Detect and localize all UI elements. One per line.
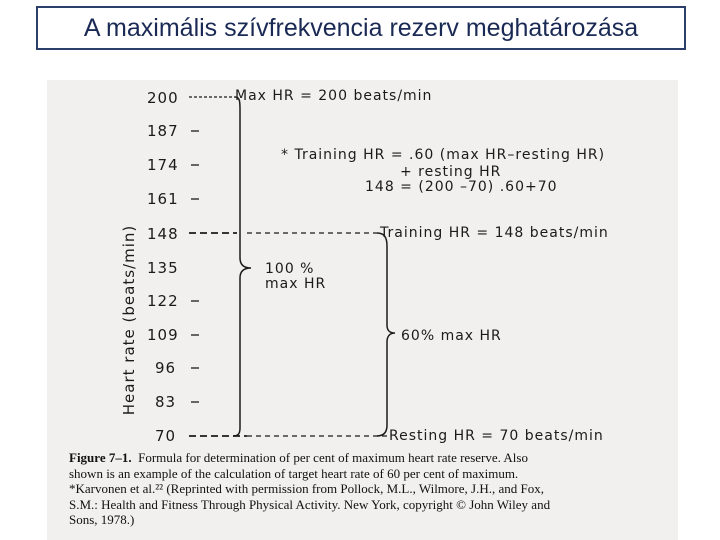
formula-line-1: * Training HR = .60 (max HR–resting HR) <box>281 147 606 163</box>
y-axis-label: Heart rate (beats/min) <box>120 224 138 416</box>
y-tick-labels <box>147 89 179 445</box>
max-hr-label: Max HR = 200 beats/min <box>235 88 433 104</box>
figure-image <box>47 80 678 540</box>
slide-title-box <box>36 6 686 50</box>
caption-line: S.M.: Health and Fitness Through Physical Activity. New York, copyright © John Wiley and <box>69 496 551 512</box>
y-tick-label: 187 <box>147 122 179 140</box>
brace-100-percent <box>233 97 251 436</box>
y-tick-label: 148 <box>147 225 179 243</box>
caption-line: *Karvonen et al.²² (Reprinted with permission from Pollock, M.L., Wilmore, J.H., and Fox, <box>69 481 544 496</box>
caption-line: Sons, 1978.) <box>69 512 135 527</box>
y-tick-marks <box>191 131 199 402</box>
figure-caption <box>69 450 659 528</box>
y-tick-label: 174 <box>147 156 179 174</box>
y-tick-label: 200 <box>147 89 179 107</box>
resting-hr-label: Resting HR = 70 beats/min <box>389 428 604 444</box>
y-tick-label: 135 <box>147 259 179 277</box>
training-hr-label: Training HR = 148 beats/min <box>380 225 609 241</box>
formula-line-2: + resting HR <box>400 164 502 180</box>
y-tick-label: 122 <box>147 292 179 310</box>
caption-figure-label: Figure 7–1. <box>69 450 132 465</box>
brace-60-percent <box>377 233 395 436</box>
formula-line-3: 148 = (200 –70) .60+70 <box>365 179 558 195</box>
y-tick-label: 96 <box>155 359 177 377</box>
y-tick-label: 83 <box>155 393 177 411</box>
y-tick-label: 161 <box>147 190 179 208</box>
pct-100-label: 100 % <box>265 261 315 277</box>
caption-line: Formula for determination of per cent of maximum heart rate reserve. Also <box>138 450 528 465</box>
caption-line: shown is an example of the calculation of target heart rate of 60 per cent of maximum. <box>69 465 519 481</box>
slide-title: A maximális szívfrekvencia rezerv meghatározása <box>83 13 639 42</box>
y-tick-label: 70 <box>155 427 177 445</box>
pct-60-label: 60% max HR <box>401 328 502 344</box>
pct-100-sublabel: max HR <box>265 276 327 292</box>
y-tick-label: 109 <box>147 326 179 344</box>
